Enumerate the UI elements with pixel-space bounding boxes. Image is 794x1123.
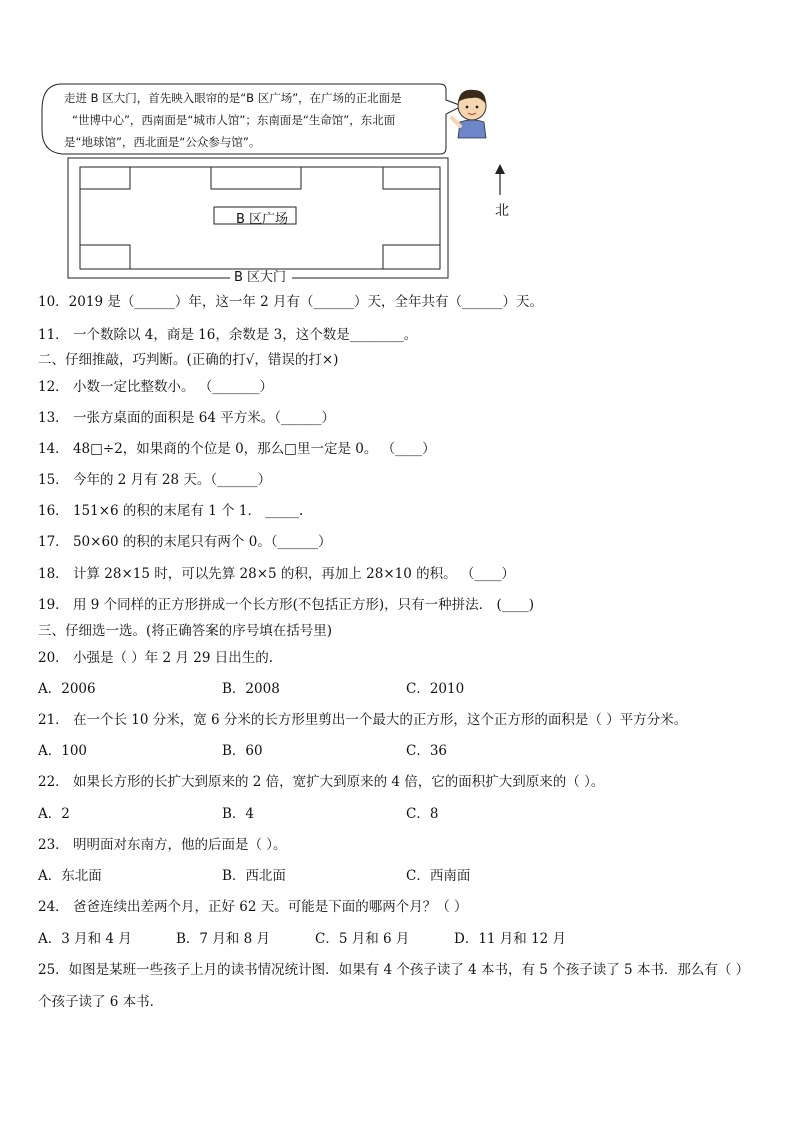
north-arrow-icon <box>495 164 505 174</box>
question-13: 13． 一张方桌面的面积是 64 平方米。（______） <box>38 410 335 426</box>
gate-label: B 区大门 <box>234 270 287 285</box>
bubble-line-2: “世博中心”，西南面是“城市人馆”；东南面是“生命馆”，东北面 <box>72 113 396 127</box>
q23-option-c: C．西南面 <box>406 868 471 884</box>
plaza-label: B 区广场 <box>236 212 289 227</box>
q20-option-b: B．2008 <box>222 681 280 697</box>
pavilion-southwest <box>80 245 130 269</box>
question-21: 21． 在一个长 10 分米，宽 6 分米的长方形里剪出一个最大的正方形，这个正方形的面积是（ ）平方分米。 <box>38 712 688 728</box>
q20-option-a: A．2006 <box>38 681 96 697</box>
q22-option-b: B．4 <box>222 806 255 822</box>
q23-option-a: A．东北面 <box>38 868 102 884</box>
section-3-heading: 三、仔细选一选。(将正确答案的序号填在括号里) <box>38 623 333 639</box>
bubble-text <box>64 87 402 153</box>
question-20: 20． 小强是（ ）年 2 月 29 日出生的. <box>38 650 273 666</box>
question-22: 22． 如果长方形的长扩大到原来的 2 倍，宽扩大到原来的 4 倍，它的面积扩大到原来的（ ）。 <box>38 774 605 790</box>
q22-option-a: A．2 <box>38 806 70 822</box>
section-2-heading: 二、仔细推敲，巧判断。(正确的打√，错误的打×) <box>38 352 339 368</box>
question-12: 12． 小数一定比整数小。 （_______） <box>38 379 274 395</box>
q24-option-d: D．11 月和 12 月 <box>454 931 567 947</box>
question-17: 17． 50×60 的积的末尾只有两个 0。（______） <box>38 534 332 550</box>
question-16: 16． 151×6 的积的末尾有 1 个 1． _____. <box>38 503 304 519</box>
question-14: 14． 48□÷2，如果商的个位是 0，那么□里一定是 0。 （____） <box>38 441 436 457</box>
q24-option-b: B．7 月和 8 月 <box>176 931 270 947</box>
bubble-line-1: 走进 B 区大门，首先映入眼帘的是“B 区广场”，在广场的正北面是 <box>64 91 402 105</box>
north-label: 北 <box>495 203 509 219</box>
q20-option-c: C．2010 <box>406 681 465 697</box>
question-11: 11． 一个数除以 4，商是 16，余数是 3，这个数是________。 <box>38 327 418 343</box>
q23-option-b: B．西北面 <box>222 868 286 884</box>
question-15: 15． 今年的 2 月有 28 天。（______） <box>38 472 272 488</box>
q22-option-c: C．8 <box>406 806 439 822</box>
pavilion-southeast <box>383 245 440 269</box>
boy-character-icon <box>452 90 486 138</box>
q21-option-c: C．36 <box>406 743 448 759</box>
question-19: 19． 用 9 个同样的正方形拼成一个长方形(不包括正方形)，只有一种拼法． (____) <box>38 597 534 613</box>
pavilion-northwest <box>80 167 130 189</box>
question-25-line-1: 25．如图是某班一些孩子上月的读书情况统计图．如果有 4 个孩子读了 4 本书，有 5 个孩子读了 5 本书．那么有（ ） <box>38 962 750 978</box>
question-18: 18． 计算 28×15 时，可以先算 28×5 的积，再加上 28×10 的积。 （____） <box>38 566 515 582</box>
question-25-line-2: 个孩子读了 6 本书． <box>38 994 164 1010</box>
pavilion-northeast <box>383 167 440 189</box>
question-10: 10．2019 是（______）年，这一年 2 月有（______）天，全年共有（______）天。 <box>38 294 543 310</box>
bubble-line-3: 是“地球馆”，西北面是“公众参与馆”。 <box>64 135 261 149</box>
q21-option-b: B．60 <box>222 743 263 759</box>
pavilion-north <box>211 167 301 189</box>
q24-option-c: C．5 月和 6 月 <box>315 931 410 947</box>
question-24: 24． 爸爸连续出差两个月，正好 62 天。可能是下面的哪两个月？（ ） <box>38 899 468 915</box>
q24-option-a: A．3 月和 4 月 <box>38 931 132 947</box>
question-23: 23． 明明面对东南方，他的后面是（ ）。 <box>38 837 287 853</box>
q21-option-a: A．100 <box>38 743 88 759</box>
